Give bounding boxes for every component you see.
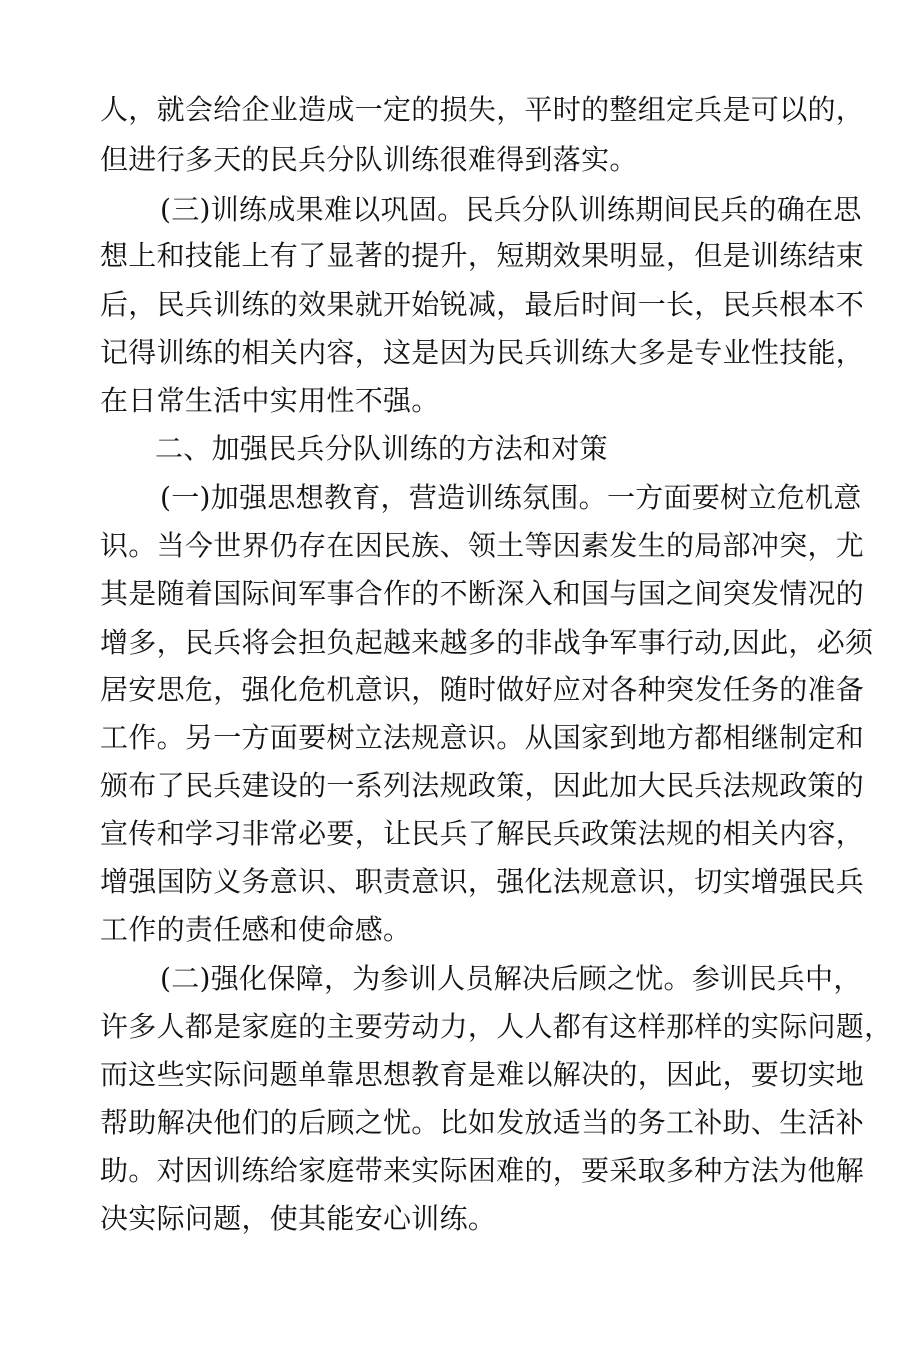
text-line: 助。对因训练给家庭带来实际困难的，要采取多种方法为他解	[100, 1154, 865, 1187]
text-line: 宣传和学习非常必要，让民兵了解民兵政策法规的相关内容，	[100, 817, 865, 850]
text-line: (二)强化保障，为参训人员解决后顾之忧。参训民兵中，	[160, 962, 862, 995]
text-line: 决实际问题，使其能安心训练。	[100, 1202, 497, 1235]
text-line: 增强国防义务意识、职责意识，强化法规意识，切实增强民兵	[100, 865, 865, 898]
text-line: 许多人都是家庭的主要劳动力，人人都有这样那样的实际问题，	[100, 1010, 893, 1043]
heading-text: 二、加强民兵分队训练的方法和对策	[155, 432, 608, 465]
text-line: 工作的责任感和使命感。	[100, 913, 412, 946]
text-line: (一)加强思想教育，营造训练氛围。一方面要树立危机意	[160, 481, 862, 514]
text-line: 而这些实际问题单靠思想教育是难以解决的，因此，要切实地	[100, 1058, 865, 1091]
text-line: 人，就会给企业造成一定的损失，平时的整组定兵是可以的，	[100, 93, 865, 126]
text-line: 颁布了民兵建设的一系列法规政策，因此加大民兵法规政策的	[100, 769, 865, 802]
text-line: 但进行多天的民兵分队训练很难得到落实。	[100, 143, 638, 176]
text-line: 后，民兵训练的效果就开始锐减，最后时间一长，民兵根本不	[100, 288, 865, 321]
text-line: 居安思危，强化危机意识，随时做好应对各种突发任务的准备	[100, 673, 865, 706]
text-line: 识。当今世界仍存在因民族、领土等因素发生的局部冲突，尤	[100, 529, 865, 562]
text-line: 增多，民兵将会担负起越来越多的非战争军事行动,因此，必须	[100, 626, 874, 659]
text-line: 其是随着国际间军事合作的不断深入和国与国之间突发情况的	[100, 577, 865, 610]
text-line: 在日常生活中实用性不强。	[100, 384, 440, 417]
text-line: (三)训练成果难以巩固。民兵分队训练期间民兵的确在思	[160, 193, 862, 226]
text-line: 记得训练的相关内容，这是因为民兵训练大多是专业性技能，	[100, 336, 865, 369]
text-line: 帮助解决他们的后顾之忧。比如发放适当的务工补助、生活补	[100, 1106, 865, 1139]
text-line: 想上和技能上有了显著的提升，短期效果明显，但是训练结束	[100, 239, 865, 272]
text-line: 工作。另一方面要树立法规意识。从国家到地方都相继制定和	[100, 721, 865, 754]
